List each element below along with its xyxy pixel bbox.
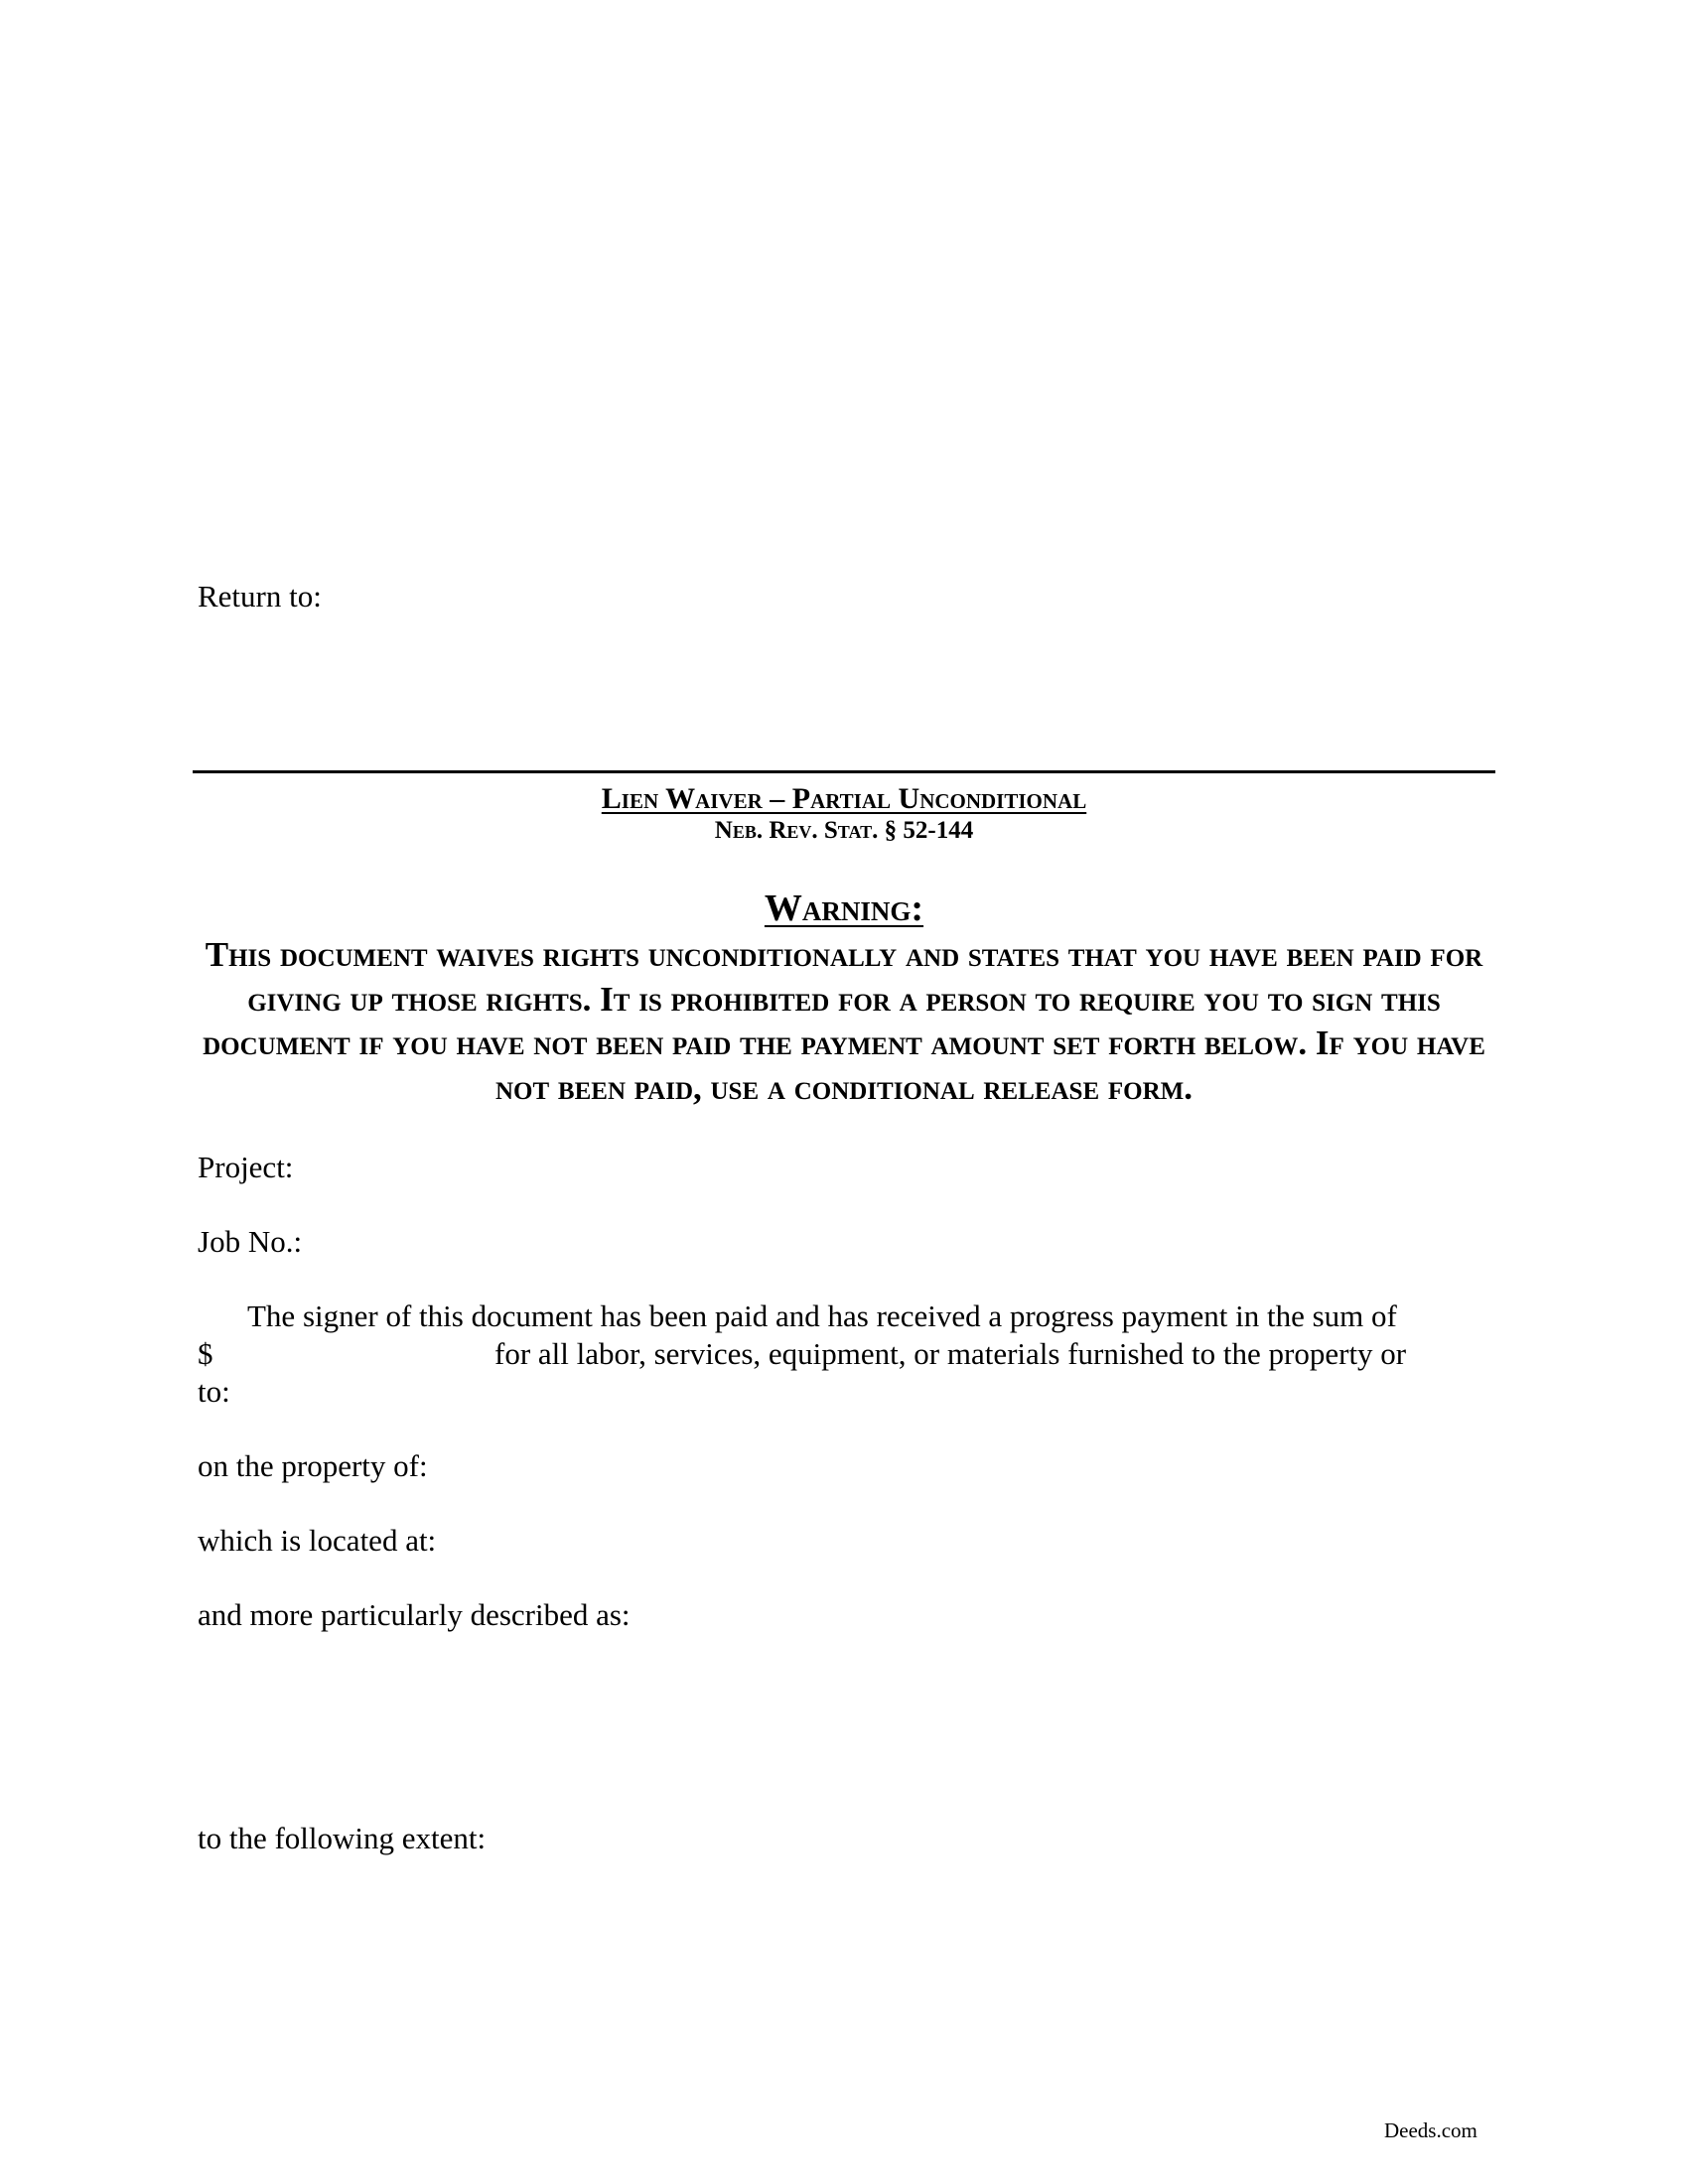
extent-label: to the following extent: (198, 1821, 487, 1855)
property-location-label: which is located at: (198, 1523, 437, 1558)
project-label: Project: (198, 1150, 294, 1184)
property-owner-label: on the property of: (198, 1448, 428, 1483)
statute-reference: Neb. Rev. Stat. § 52-144 (714, 817, 974, 844)
job-number-label: Job No.: (198, 1224, 303, 1259)
warning-heading: Warning: (764, 887, 924, 929)
document-title: Lien Waiver – Partial Unconditional (601, 782, 1087, 815)
payment-line-1: The signer of this document has been paid and has received a progress payment in the sum of (247, 1298, 1397, 1333)
payment-line-2: for all labor, services, equipment, or materials furnished to the property or (494, 1336, 1407, 1371)
payment-currency: $ (198, 1336, 213, 1371)
property-description-label: and more particularly described as: (198, 1597, 631, 1632)
footer-brand: Deeds.com (1384, 2118, 1477, 2142)
header-divider (193, 770, 1495, 773)
payment-line-3: to: (198, 1374, 230, 1409)
warning-text: This document waives rights unconditionally and states that you have been paid for giving up those rights. It is prohibited for a person to require you to sign this document if you have not been paid the payment amount set forth below. If you have not been paid, use a conditional release form. (203, 935, 1485, 1107)
return-to-label: Return to: (198, 579, 322, 614)
